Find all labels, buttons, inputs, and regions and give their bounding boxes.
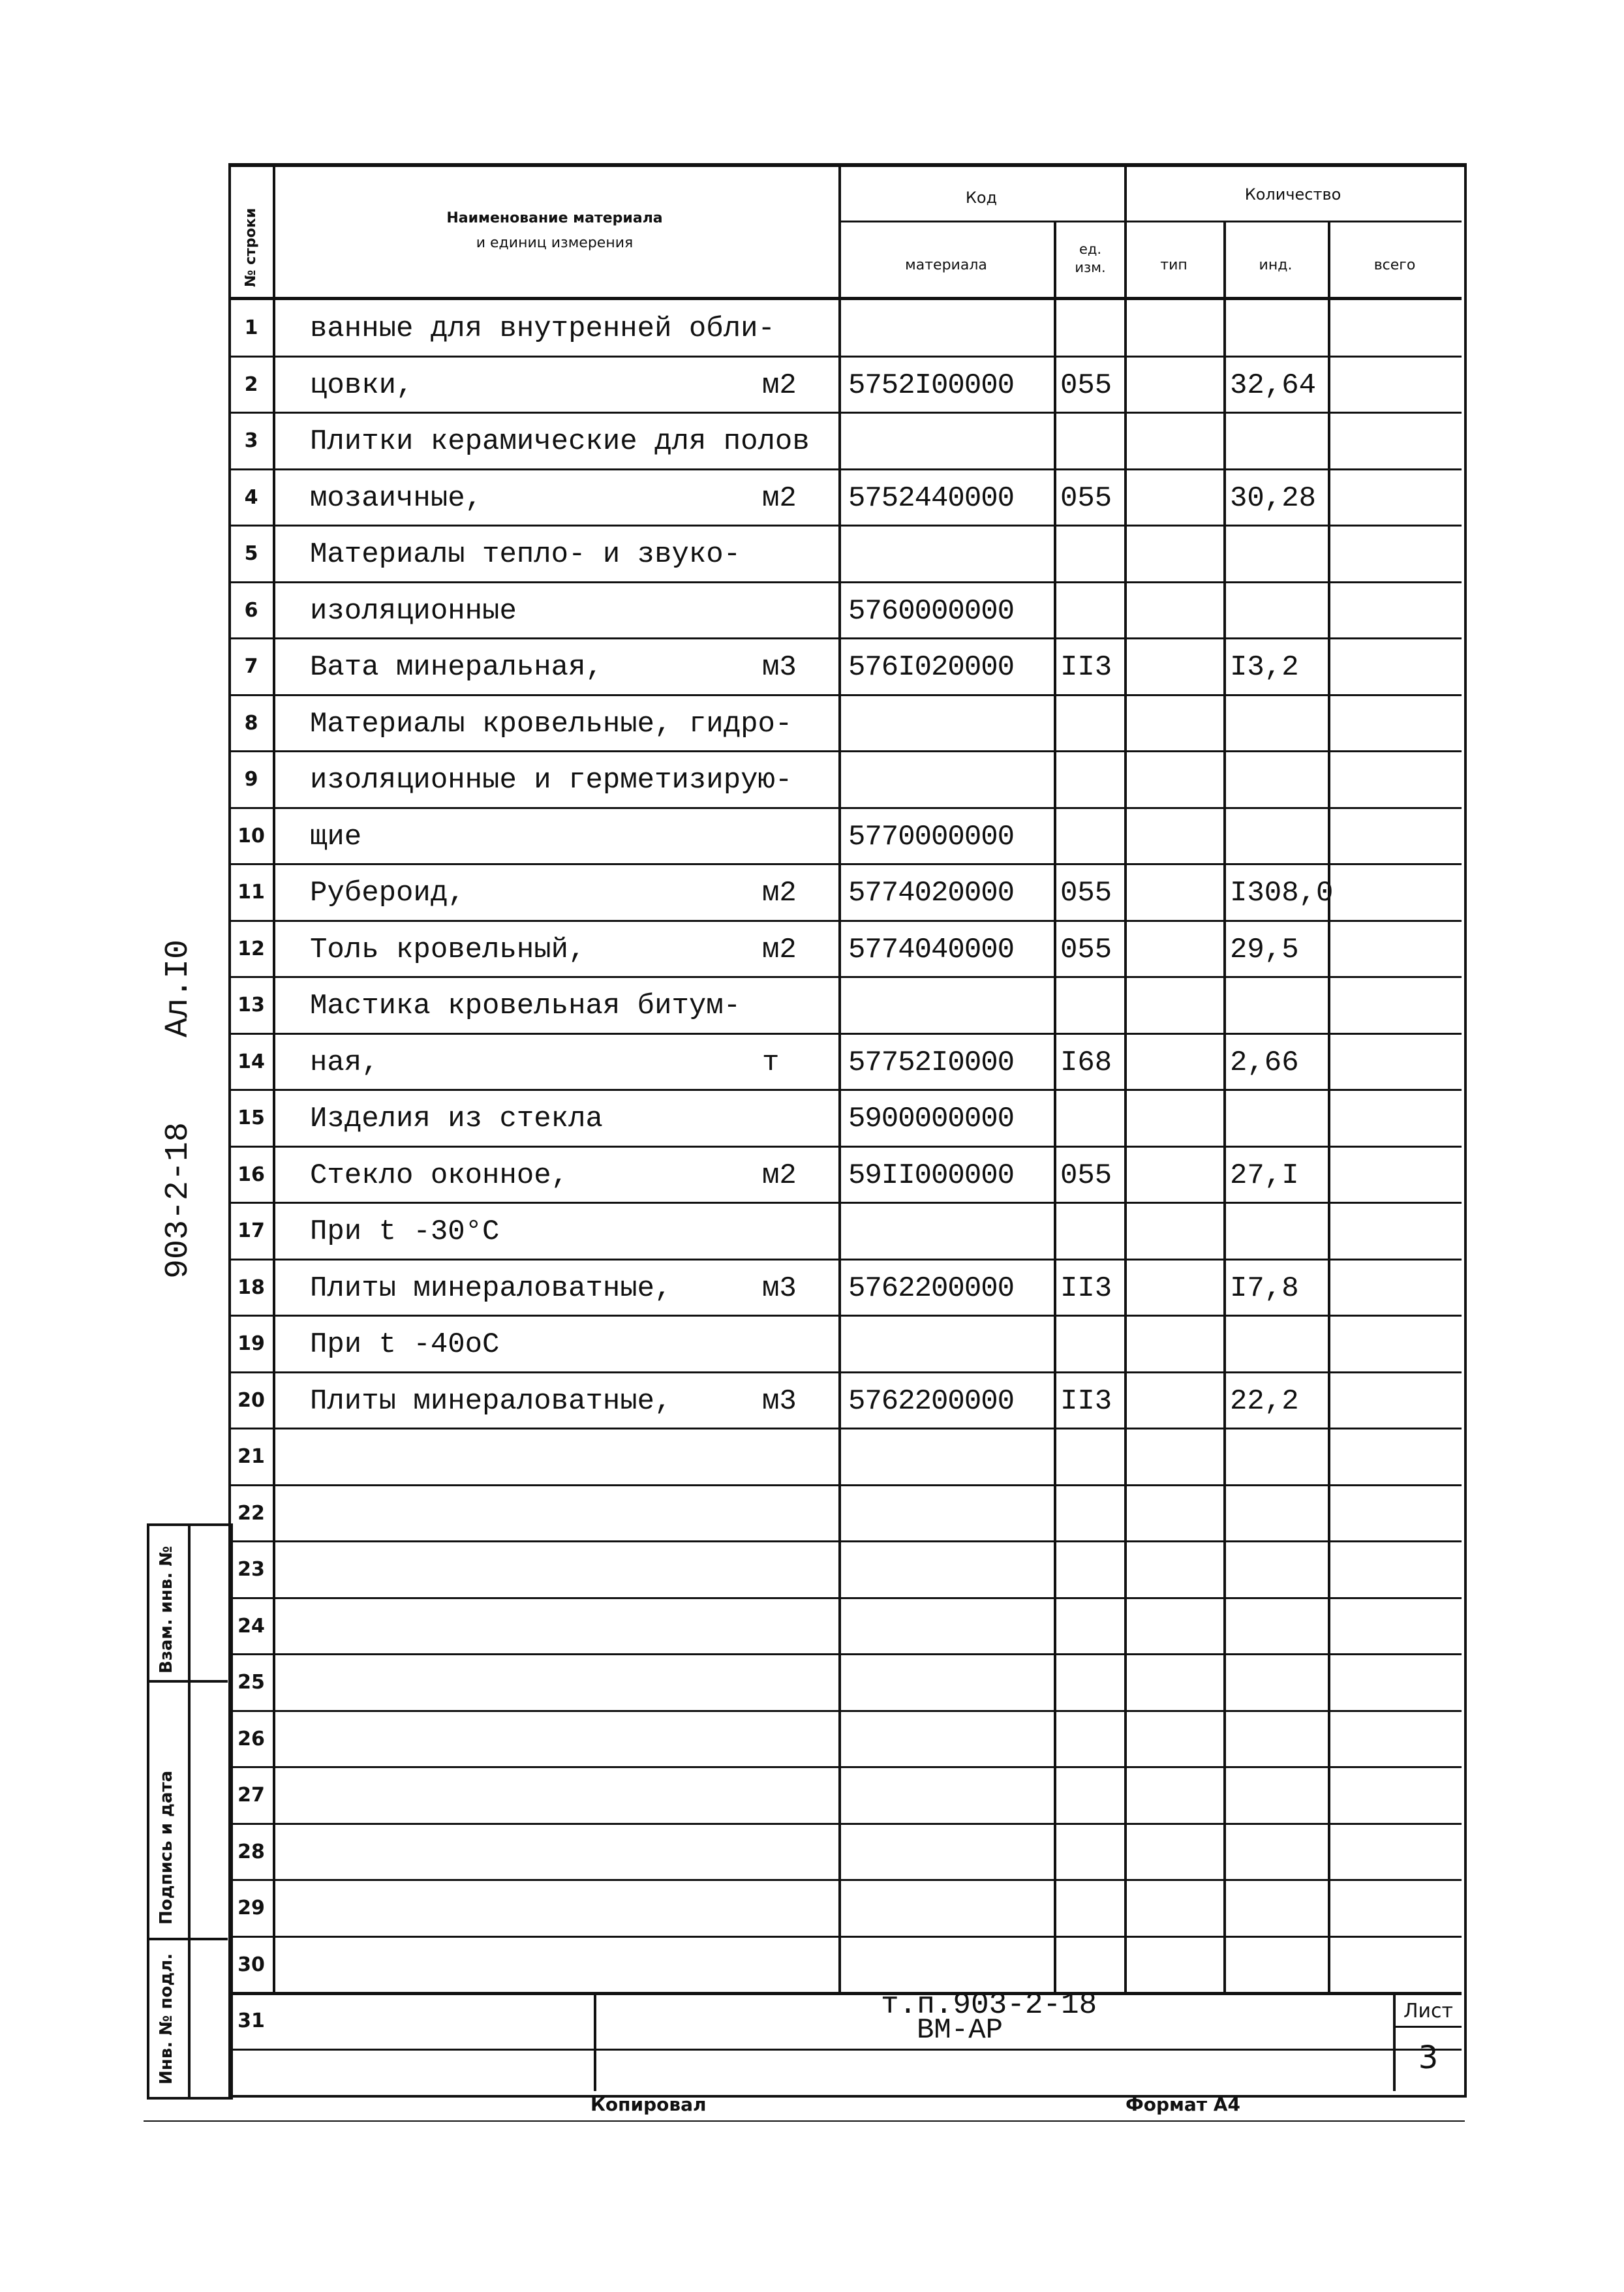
document-section: ВМ-АР: [917, 2014, 1004, 2047]
unit-code: II3: [1060, 1384, 1112, 1418]
material-name: ная,: [310, 1046, 379, 1079]
material-code: 5774040000: [848, 933, 1015, 966]
unit-code: 055: [1060, 481, 1112, 515]
row-number: 18: [237, 1276, 265, 1299]
album-label: Ал.I0: [160, 939, 197, 1037]
row-number: 26: [237, 1727, 265, 1750]
code-header: Код: [965, 189, 998, 207]
material-name: При t -30°C: [310, 1215, 500, 1248]
row-number-header: № строки: [243, 207, 259, 287]
row-number: 19: [237, 1332, 265, 1355]
row-number: 3: [244, 429, 258, 452]
quantity-ind: 2,66: [1230, 1046, 1299, 1079]
material-name: цовки,: [310, 369, 414, 402]
row-number: 7: [244, 655, 258, 678]
material-code: 5770000000: [848, 820, 1015, 853]
material-code: 5760000000: [848, 594, 1015, 628]
material-name: Плиты минераловатные,: [310, 1272, 672, 1305]
inv-podl-label: Инв. № подл.: [157, 1953, 176, 2085]
row-number: 15: [237, 1107, 265, 1129]
row-number: 2: [244, 373, 258, 396]
material-code-header: материала: [905, 257, 987, 273]
row-number: 23: [237, 1558, 265, 1581]
document-code: т.п.903-2-18: [881, 1988, 1097, 2022]
total-header: всего: [1373, 257, 1416, 273]
quantity-ind: 27,I: [1230, 1159, 1299, 1192]
row-number: 11: [237, 881, 265, 904]
unit-of-measure: м3: [762, 1384, 797, 1418]
name-header-line1: Наименование материала: [446, 210, 663, 226]
quantity-ind: I3,2: [1230, 651, 1299, 684]
material-code: 576I020000: [848, 651, 1015, 684]
material-name: щие: [310, 820, 362, 853]
quantity-ind: I308,0: [1230, 877, 1334, 909]
podpis-label: Подпись и дата: [157, 1770, 176, 1925]
unit-of-measure: м3: [762, 651, 797, 684]
material-name: Рубероид,: [310, 877, 465, 909]
row-number: 25: [237, 1671, 265, 1694]
material-name: Плитки керамические для полов: [310, 425, 810, 458]
row-number: 22: [237, 1501, 265, 1525]
material-name: изоляционные и герметизирую-: [310, 764, 793, 797]
material-name: Материалы тепло- и звуко-: [310, 538, 741, 571]
unit-code: II3: [1060, 651, 1112, 684]
row-number: 9: [244, 768, 258, 791]
material-name: Вата минеральная,: [310, 651, 603, 684]
unit-of-measure: м3: [762, 1272, 797, 1305]
format-label: Формат А4: [1126, 2094, 1240, 2115]
material-name: ванные для внутренней обли-: [310, 313, 775, 345]
material-code: 5774020000: [848, 877, 1015, 909]
material-name: Стекло оконное,: [310, 1159, 569, 1192]
material-name: Толь кровельный,: [310, 933, 586, 966]
material-name: Материалы кровельные, гидро-: [310, 707, 793, 741]
project-number-label: 903-2-18: [160, 1122, 197, 1279]
quantity-ind: 30,28: [1230, 481, 1317, 515]
material-name: изоляционные: [310, 594, 517, 628]
material-name: Плиты минераловатные,: [310, 1384, 672, 1418]
unit-code-header-line2: изм.: [1075, 260, 1106, 275]
row-number: 10: [237, 824, 265, 848]
row-number: 31: [237, 2009, 265, 2032]
row-number: 16: [237, 1163, 265, 1186]
row-number: 29: [237, 1897, 265, 1919]
quantity-header: Количество: [1244, 185, 1341, 204]
unit-code: 055: [1060, 369, 1112, 402]
material-code: 57752I0000: [848, 1046, 1015, 1079]
row-number: 20: [237, 1388, 265, 1412]
unit-code-header-line1: ед.: [1079, 241, 1102, 257]
unit-of-measure: т: [762, 1046, 780, 1079]
material-code: 59II000000: [848, 1159, 1015, 1192]
material-code: 5752I00000: [848, 369, 1015, 402]
material-name: Мастика кровельная битум-: [310, 990, 741, 1022]
row-number: 27: [237, 1784, 265, 1807]
material-code: 5762200000: [848, 1384, 1015, 1418]
quantity-ind: 22,2: [1230, 1384, 1299, 1418]
name-header-line2: и единиц измерения: [476, 235, 634, 251]
row-number: 13: [237, 994, 265, 1016]
material-code: 5900000000: [848, 1103, 1015, 1135]
sheet-label: Лист: [1403, 2000, 1454, 2023]
sheet-number: 3: [1418, 2040, 1439, 2076]
row-number: 6: [244, 598, 258, 622]
material-name: При t -40оС: [310, 1328, 500, 1361]
row-number: 24: [237, 1614, 265, 1638]
material-code: 5752440000: [848, 481, 1015, 515]
quantity-ind: 29,5: [1230, 933, 1299, 966]
material-name: Изделия из стекла: [310, 1103, 603, 1135]
row-number: 1: [244, 316, 258, 339]
unit-code: 055: [1060, 877, 1112, 909]
material-code: 5762200000: [848, 1272, 1015, 1305]
unit-code: II3: [1060, 1272, 1112, 1305]
row-number: 8: [244, 711, 258, 735]
row-number: 21: [237, 1445, 265, 1468]
vzam-inv-label: Взам. инв. №: [157, 1546, 176, 1673]
unit-code: 055: [1060, 1159, 1112, 1192]
copied-by-label: Копировал: [590, 2094, 707, 2115]
unit-code: I68: [1060, 1046, 1112, 1079]
row-number: 30: [237, 1953, 265, 1976]
row-number: 4: [244, 485, 258, 509]
unit-of-measure: м2: [762, 877, 797, 909]
row-number: 5: [244, 542, 258, 565]
row-number: 17: [237, 1219, 265, 1242]
row-number: 28: [237, 1840, 265, 1863]
quantity-ind: I7,8: [1230, 1272, 1299, 1305]
unit-of-measure: м2: [762, 481, 797, 515]
unit-code: 055: [1060, 933, 1112, 966]
ind-header: инд.: [1259, 257, 1293, 273]
type-header: тип: [1160, 257, 1187, 273]
row-number: 12: [237, 937, 265, 960]
row-number: 14: [237, 1050, 265, 1073]
material-name: мозаичные,: [310, 481, 483, 515]
unit-of-measure: м2: [762, 1159, 797, 1192]
quantity-ind: 32,64: [1230, 369, 1317, 402]
unit-of-measure: м2: [762, 933, 797, 966]
unit-of-measure: м2: [762, 369, 797, 402]
